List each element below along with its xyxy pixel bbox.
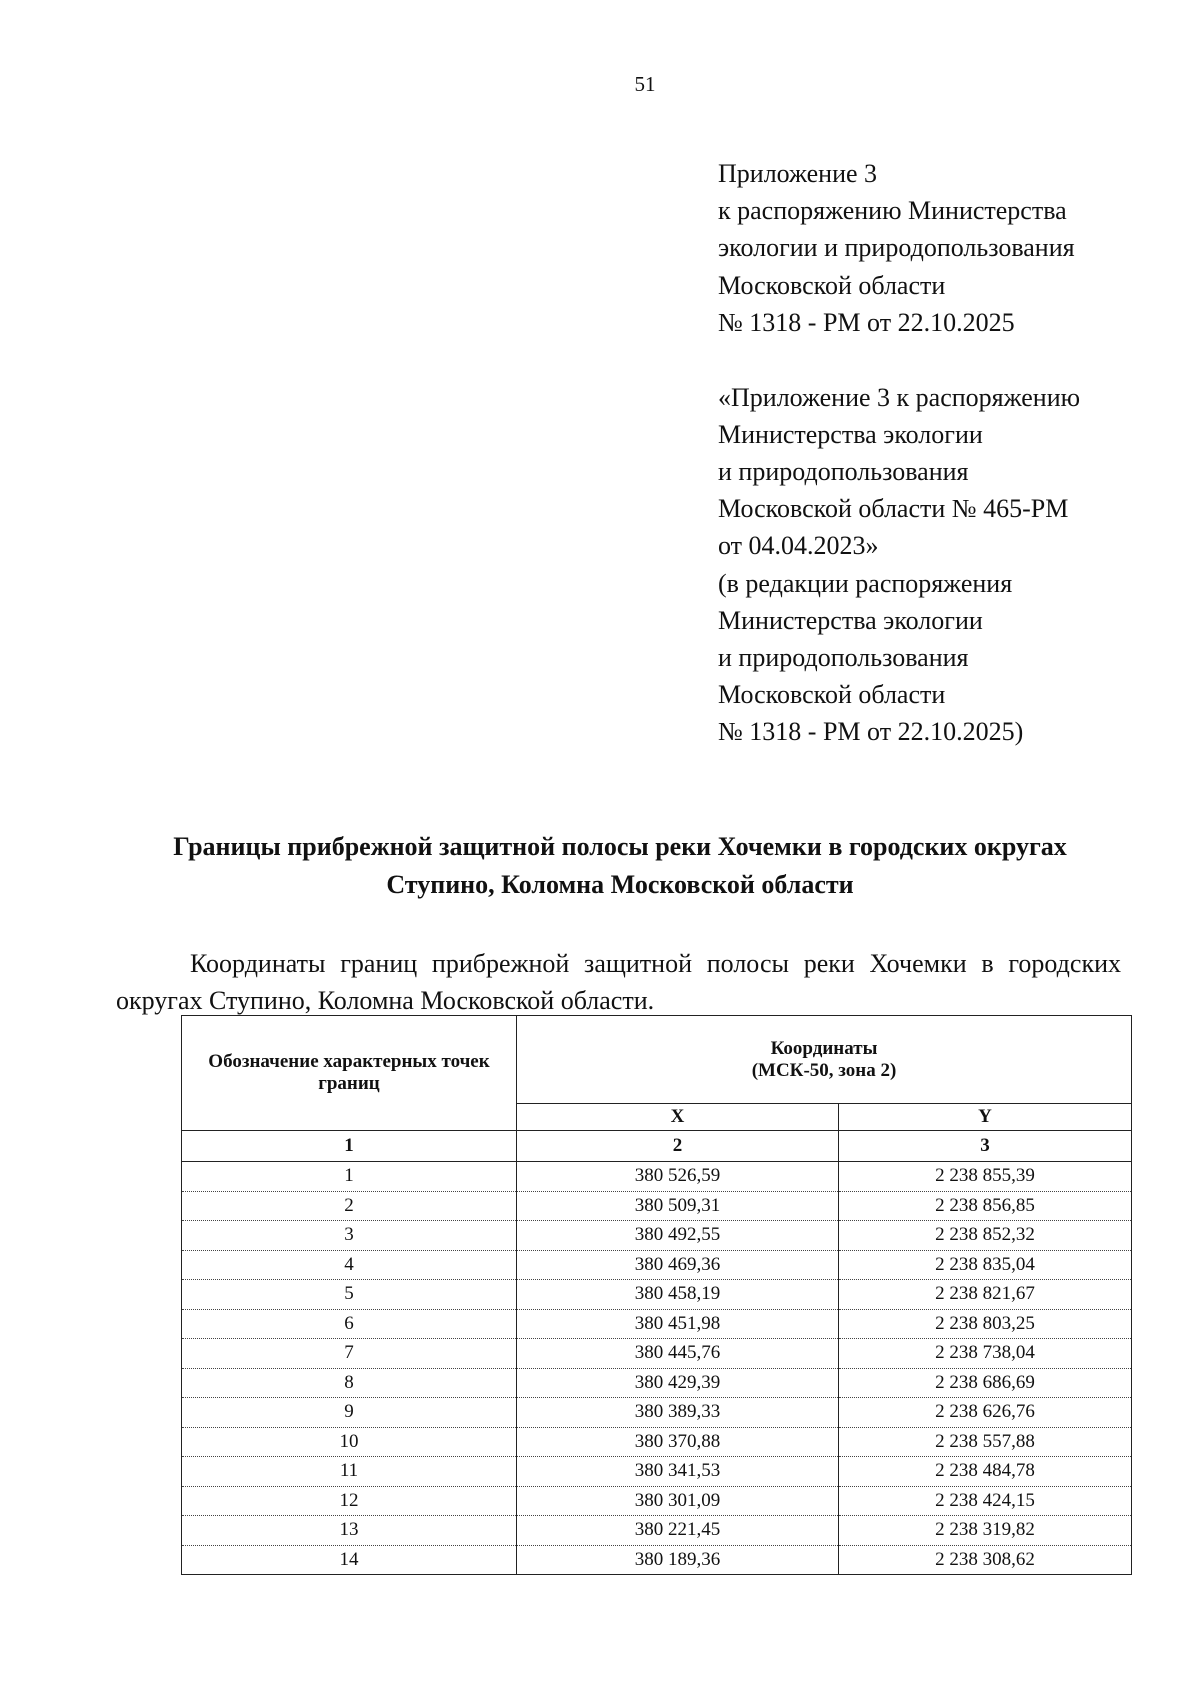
header-coordinates-title: Координаты (770, 1037, 878, 1059)
table-row (182, 1339, 1132, 1369)
document-title-line-2: Ступино, Коломна Московской области (386, 870, 854, 899)
y-coordinate-cell: 2 238 319,82 (839, 1516, 1132, 1546)
coordinates-table (181, 1015, 1132, 1575)
x-coordinate-cell: 380 492,55 (517, 1221, 839, 1251)
x-coordinate-cell: 380 221,45 (517, 1516, 839, 1546)
point-number-cell: 6 (182, 1309, 517, 1339)
point-number-cell: 10 (182, 1427, 517, 1457)
y-coordinate-cell: 2 238 855,39 (839, 1162, 1132, 1192)
appendix-quote-line: «Приложение 3 к распоряжению (718, 382, 1081, 412)
table-row (182, 1368, 1132, 1398)
table-body (182, 1162, 1132, 1575)
header-x: X (517, 1104, 839, 1131)
x-coordinate-cell: 380 389,33 (517, 1398, 839, 1428)
point-number-cell: 14 (182, 1545, 517, 1575)
table-row (182, 1221, 1132, 1251)
table-row (182, 1280, 1132, 1310)
header-coordinates-system: (МСК-50, зона 2) (751, 1059, 897, 1081)
table-row (182, 1516, 1132, 1546)
appendix-line: № 1318 - РМ от 22.10.2025 (718, 307, 1015, 337)
point-number-cell: 5 (182, 1280, 517, 1310)
table-row (182, 1250, 1132, 1280)
x-coordinate-cell: 380 370,88 (517, 1427, 839, 1457)
point-number-cell: 7 (182, 1339, 517, 1369)
point-number-cell: 12 (182, 1486, 517, 1516)
point-number-cell: 11 (182, 1457, 517, 1487)
table-row (182, 1309, 1132, 1339)
x-coordinate-cell: 380 445,76 (517, 1339, 839, 1369)
appendix-quote-line: № 1318 - РМ от 22.10.2025) (718, 717, 1024, 747)
y-coordinate-cell: 2 238 856,85 (839, 1191, 1132, 1221)
column-number: 1 (182, 1131, 517, 1162)
appendix-quote-line: (в редакции распоряжения (718, 568, 1013, 598)
y-coordinate-cell: 2 238 852,32 (839, 1221, 1132, 1251)
table-row (182, 1486, 1132, 1516)
point-number-cell: 1 (182, 1162, 517, 1192)
y-coordinate-cell: 2 238 821,67 (839, 1280, 1132, 1310)
appendix-line: Московской области (718, 270, 946, 300)
appendix-quote-line: и природопользования (718, 642, 969, 672)
document-title (110, 828, 1130, 904)
appendix-quote-line: Московской области № 465-РМ (718, 494, 1069, 524)
column-number: 2 (517, 1131, 839, 1162)
header-points: Обозначение характерных точек границ (182, 1016, 517, 1131)
y-coordinate-cell: 2 238 686,69 (839, 1368, 1132, 1398)
appendix-quote-line: Московской области (718, 680, 946, 710)
y-coordinate-cell: 2 238 557,88 (839, 1427, 1132, 1457)
table-row (182, 1545, 1132, 1575)
table-row (182, 1162, 1132, 1192)
y-coordinate-cell: 2 238 835,04 (839, 1250, 1132, 1280)
header-y: Y (839, 1104, 1132, 1131)
y-coordinate-cell: 2 238 803,25 (839, 1309, 1132, 1339)
y-coordinate-cell: 2 238 738,04 (839, 1339, 1132, 1369)
appendix-line: к распоряжению Министерства (718, 196, 1067, 226)
y-coordinate-cell: 2 238 484,78 (839, 1457, 1132, 1487)
x-coordinate-cell: 380 301,09 (517, 1486, 839, 1516)
appendix-quote-line: Министерства экологии (718, 419, 983, 449)
table-row (182, 1398, 1132, 1428)
x-coordinate-cell: 380 469,36 (517, 1250, 839, 1280)
point-number-cell: 8 (182, 1368, 517, 1398)
column-number: 3 (839, 1131, 1132, 1162)
x-coordinate-cell: 380 429,39 (517, 1368, 839, 1398)
point-number-cell: 4 (182, 1250, 517, 1280)
appendix-block (718, 155, 1188, 751)
point-number-cell: 2 (182, 1191, 517, 1221)
x-coordinate-cell: 380 341,53 (517, 1457, 839, 1487)
y-coordinate-cell: 2 238 626,76 (839, 1398, 1132, 1428)
x-coordinate-cell: 380 451,98 (517, 1309, 839, 1339)
point-number-cell: 3 (182, 1221, 517, 1251)
page-number: 51 (634, 72, 656, 96)
header-coordinates (517, 1016, 1132, 1104)
x-coordinate-cell: 380 526,59 (517, 1162, 839, 1192)
x-coordinate-cell: 380 189,36 (517, 1545, 839, 1575)
table-row (182, 1427, 1132, 1457)
table-row (182, 1191, 1132, 1221)
point-number-cell: 13 (182, 1516, 517, 1546)
appendix-line: экологии и природопользования (718, 233, 1075, 263)
appendix-quote-line: Министерства экологии (718, 605, 983, 635)
x-coordinate-cell: 380 458,19 (517, 1280, 839, 1310)
intro-text: Координаты границ прибрежной защитной полосы реки Хочемки в городских округах Ступино, Коломна Московской области. (116, 949, 1121, 1015)
y-coordinate-cell: 2 238 308,62 (839, 1545, 1132, 1575)
appendix-line: Приложение 3 (718, 159, 878, 188)
x-coordinate-cell: 380 509,31 (517, 1191, 839, 1221)
appendix-quote-line: от 04.04.2023» (718, 531, 879, 561)
document-title-line-1: Границы прибрежной защитной полосы реки Хочемки в городских округах (173, 832, 1067, 861)
table-row (182, 1457, 1132, 1487)
intro-paragraph (116, 945, 1121, 1019)
appendix-quote-line: и природопользования (718, 456, 969, 486)
y-coordinate-cell: 2 238 424,15 (839, 1486, 1132, 1516)
point-number-cell: 9 (182, 1398, 517, 1428)
